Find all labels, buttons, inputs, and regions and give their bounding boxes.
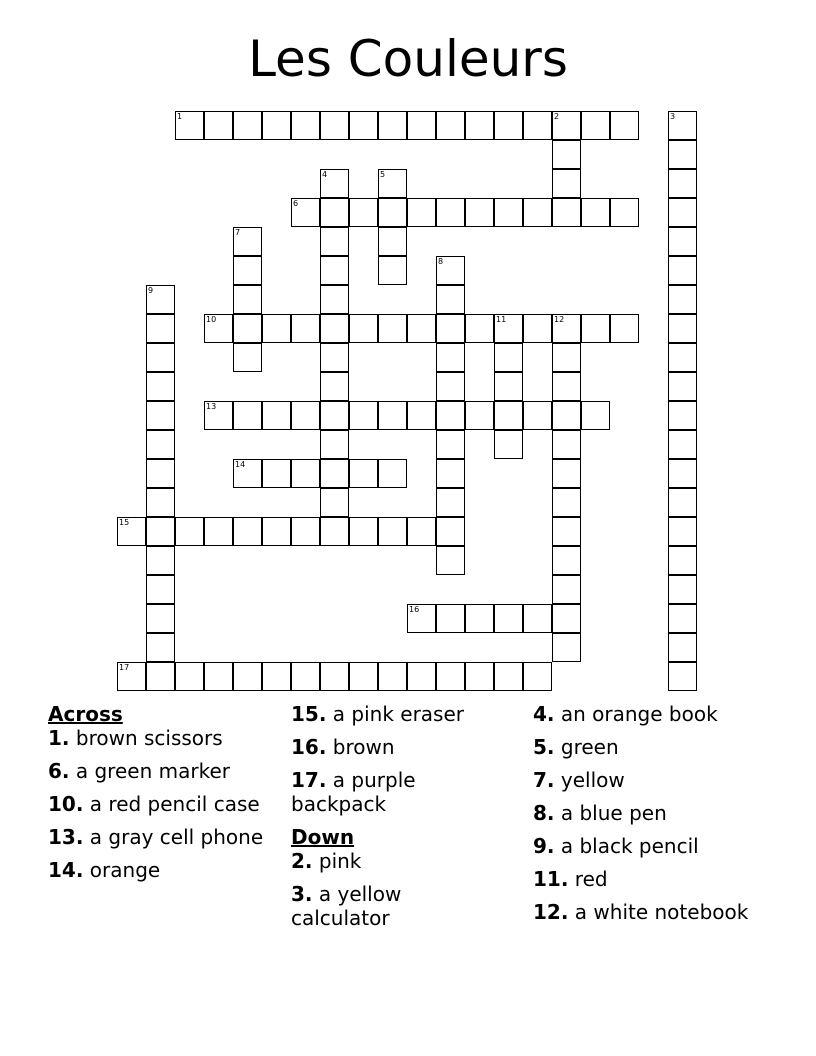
grid-cell[interactable] xyxy=(668,633,697,662)
grid-cell[interactable] xyxy=(146,604,175,633)
grid-cell[interactable] xyxy=(291,459,320,488)
grid-cell[interactable] xyxy=(233,517,262,546)
grid-cell[interactable] xyxy=(378,227,407,256)
grid-cell[interactable] xyxy=(262,662,291,691)
grid-cell[interactable] xyxy=(668,546,697,575)
grid-cell[interactable] xyxy=(204,314,233,343)
grid-cell[interactable] xyxy=(291,662,320,691)
grid-cell[interactable] xyxy=(436,401,465,430)
grid-cell[interactable] xyxy=(320,111,349,140)
grid-cell[interactable] xyxy=(320,459,349,488)
grid-cell[interactable] xyxy=(494,401,523,430)
across-heading: Across xyxy=(48,702,123,726)
clue-down-3: 3. a yellow calculator xyxy=(291,882,402,930)
grid-cell[interactable] xyxy=(436,488,465,517)
grid-cell[interactable] xyxy=(146,430,175,459)
clue-across-14: 14. orange xyxy=(48,858,161,882)
grid-cell[interactable] xyxy=(668,314,697,343)
grid-cell[interactable] xyxy=(436,546,465,575)
clue-across-13: 13. a gray cell phone xyxy=(48,825,264,849)
grid-cell[interactable] xyxy=(436,343,465,372)
grid-cell[interactable] xyxy=(378,198,407,227)
grid-cell[interactable] xyxy=(523,662,552,691)
grid-cell[interactable] xyxy=(320,343,349,372)
grid-cell[interactable] xyxy=(668,111,697,140)
clues-col-1 xyxy=(48,700,268,891)
grid-cell[interactable] xyxy=(320,169,349,198)
grid-cell[interactable] xyxy=(610,314,639,343)
grid-cell[interactable] xyxy=(320,256,349,285)
grid-cell[interactable] xyxy=(494,343,523,372)
grid-cell[interactable] xyxy=(378,517,407,546)
grid-cell[interactable] xyxy=(523,111,552,140)
down-heading: Down xyxy=(291,825,355,849)
grid-cell[interactable] xyxy=(436,372,465,401)
grid-cell[interactable] xyxy=(552,430,581,459)
grid-cell[interactable] xyxy=(552,343,581,372)
clue-across-17: 17. a purple backpack xyxy=(291,768,416,816)
clues-col-2 xyxy=(291,702,491,939)
grid-cell[interactable] xyxy=(436,314,465,343)
grid-cell[interactable] xyxy=(436,517,465,546)
cell-number: 13 xyxy=(206,402,217,411)
grid-cell[interactable] xyxy=(262,459,291,488)
grid-cell[interactable] xyxy=(262,517,291,546)
grid-cell[interactable] xyxy=(146,546,175,575)
grid-cell[interactable] xyxy=(552,198,581,227)
cell-number: 15 xyxy=(119,518,130,527)
grid-cell[interactable] xyxy=(465,662,494,691)
grid-cell[interactable] xyxy=(552,314,581,343)
grid-cell[interactable] xyxy=(668,488,697,517)
grid-cell[interactable] xyxy=(233,111,262,140)
grid-cell[interactable] xyxy=(465,401,494,430)
grid-cell[interactable] xyxy=(146,343,175,372)
grid-cell[interactable] xyxy=(378,401,407,430)
grid-cell[interactable] xyxy=(436,662,465,691)
grid-cell[interactable] xyxy=(668,575,697,604)
grid-cell[interactable] xyxy=(146,372,175,401)
grid-cell[interactable] xyxy=(204,517,233,546)
cell-number: 17 xyxy=(119,663,130,672)
grid-cell[interactable] xyxy=(378,256,407,285)
grid-cell[interactable] xyxy=(494,372,523,401)
grid-cell[interactable] xyxy=(465,314,494,343)
page-title: Les Couleurs xyxy=(248,30,568,88)
grid-cell[interactable] xyxy=(291,314,320,343)
clue-across-10: 10. a red pencil case xyxy=(48,792,260,816)
grid-cell[interactable] xyxy=(320,227,349,256)
grid-cell[interactable] xyxy=(320,401,349,430)
grid-cell[interactable] xyxy=(349,198,378,227)
grid-cell[interactable] xyxy=(407,662,436,691)
grid-cell[interactable] xyxy=(291,111,320,140)
grid-cell[interactable] xyxy=(552,604,581,633)
clue-down-5: 5. green xyxy=(533,735,619,759)
clue-across-15: 15. a pink eraser xyxy=(291,702,465,726)
grid-cell[interactable] xyxy=(552,517,581,546)
grid-cell[interactable] xyxy=(668,256,697,285)
grid-cell[interactable] xyxy=(436,198,465,227)
grid-cell[interactable] xyxy=(668,169,697,198)
grid-cell[interactable] xyxy=(668,227,697,256)
grid-cell[interactable] xyxy=(291,401,320,430)
cell-number: 3 xyxy=(670,112,676,121)
grid-cell[interactable] xyxy=(146,285,175,314)
grid-cell[interactable] xyxy=(436,604,465,633)
cell-number: 11 xyxy=(496,315,507,324)
grid-cell[interactable] xyxy=(494,198,523,227)
grid-cell[interactable] xyxy=(320,372,349,401)
grid-cell[interactable] xyxy=(552,169,581,198)
grid-cell[interactable] xyxy=(407,517,436,546)
grid-cell[interactable] xyxy=(146,459,175,488)
grid-cell[interactable] xyxy=(320,430,349,459)
clue-down-4: 4. an orange book xyxy=(533,702,718,726)
grid-cell[interactable] xyxy=(146,314,175,343)
grid-cell[interactable] xyxy=(146,488,175,517)
cell-number: 7 xyxy=(235,228,241,237)
grid-cell[interactable] xyxy=(349,111,378,140)
grid-cell[interactable] xyxy=(407,198,436,227)
grid-cell[interactable] xyxy=(349,662,378,691)
grid-cell[interactable] xyxy=(233,401,262,430)
grid-cell[interactable] xyxy=(262,111,291,140)
grid-cell[interactable] xyxy=(668,517,697,546)
cell-number: 4 xyxy=(322,170,328,179)
cell-number: 9 xyxy=(148,286,154,295)
grid-cell[interactable] xyxy=(146,662,175,691)
grid-cell[interactable] xyxy=(668,285,697,314)
grid-cell[interactable] xyxy=(436,111,465,140)
grid-cell[interactable] xyxy=(204,401,233,430)
grid-cell[interactable] xyxy=(523,198,552,227)
grid-cell[interactable] xyxy=(320,314,349,343)
clue-down-2: 2. pink xyxy=(291,849,362,873)
grid-cell[interactable] xyxy=(523,401,552,430)
grid-cell[interactable] xyxy=(146,401,175,430)
grid-cell[interactable] xyxy=(436,256,465,285)
grid-cell[interactable] xyxy=(378,459,407,488)
grid-cell[interactable] xyxy=(494,111,523,140)
grid-cell[interactable] xyxy=(494,430,523,459)
clue-across-16: 16. brown xyxy=(291,735,395,759)
grid-cell[interactable] xyxy=(552,488,581,517)
grid-cell[interactable] xyxy=(668,198,697,227)
cell-number: 8 xyxy=(438,257,444,266)
cell-number: 2 xyxy=(554,112,560,121)
grid-cell[interactable] xyxy=(204,662,233,691)
grid-cell[interactable] xyxy=(349,314,378,343)
grid-cell[interactable] xyxy=(494,662,523,691)
grid-cell[interactable] xyxy=(581,198,610,227)
grid-cell[interactable] xyxy=(233,343,262,372)
grid-cell[interactable] xyxy=(668,662,697,691)
cell-number: 5 xyxy=(380,170,386,179)
grid-cell[interactable] xyxy=(668,401,697,430)
grid-cell[interactable] xyxy=(465,198,494,227)
grid-cell[interactable] xyxy=(552,546,581,575)
grid-cell[interactable] xyxy=(581,314,610,343)
grid-cell[interactable] xyxy=(320,488,349,517)
grid-cell[interactable] xyxy=(436,430,465,459)
clue-down-7: 7. yellow xyxy=(533,768,625,792)
grid-cell[interactable] xyxy=(552,633,581,662)
cell-number: 14 xyxy=(235,460,246,469)
grid-cell[interactable] xyxy=(668,343,697,372)
grid-cell[interactable] xyxy=(552,140,581,169)
cell-number: 16 xyxy=(409,605,420,614)
grid-cell[interactable] xyxy=(349,459,378,488)
grid-cell[interactable] xyxy=(552,459,581,488)
cell-number: 6 xyxy=(293,199,299,208)
grid-cell[interactable] xyxy=(291,517,320,546)
grid-cell[interactable] xyxy=(494,604,523,633)
grid-cell[interactable] xyxy=(291,198,320,227)
grid-cell[interactable] xyxy=(233,662,262,691)
grid-cell[interactable] xyxy=(175,662,204,691)
grid-cell[interactable] xyxy=(117,662,146,691)
grid-cell[interactable] xyxy=(320,662,349,691)
grid-cell[interactable] xyxy=(552,575,581,604)
grid-cell[interactable] xyxy=(204,111,233,140)
grid-cell[interactable] xyxy=(581,401,610,430)
grid-cell[interactable] xyxy=(407,401,436,430)
cell-number: 10 xyxy=(206,315,217,324)
clues-col-3 xyxy=(533,702,773,933)
grid-cell[interactable] xyxy=(407,604,436,633)
clue-down-9: 9. a black pencil xyxy=(533,834,699,858)
clue-across-6: 6. a green marker xyxy=(48,759,230,783)
grid-cell[interactable] xyxy=(233,256,262,285)
grid-cell[interactable] xyxy=(668,604,697,633)
grid-cell[interactable] xyxy=(146,575,175,604)
grid-cell[interactable] xyxy=(320,198,349,227)
grid-cell[interactable] xyxy=(378,111,407,140)
clue-across-1: 1. brown scissors xyxy=(48,726,223,750)
grid-cell[interactable] xyxy=(465,111,494,140)
grid-cell[interactable] xyxy=(378,314,407,343)
grid-cell[interactable] xyxy=(610,198,639,227)
grid-cell[interactable] xyxy=(668,140,697,169)
grid-cell[interactable] xyxy=(146,517,175,546)
grid-cell[interactable] xyxy=(436,459,465,488)
grid-cell[interactable] xyxy=(320,517,349,546)
grid-cell[interactable] xyxy=(233,459,262,488)
grid-cell[interactable] xyxy=(552,372,581,401)
cell-number: 12 xyxy=(554,315,565,324)
grid-cell[interactable] xyxy=(494,314,523,343)
grid-cell[interactable] xyxy=(175,111,204,140)
grid-cell[interactable] xyxy=(668,459,697,488)
grid-cell[interactable] xyxy=(378,169,407,198)
grid-cell[interactable] xyxy=(233,314,262,343)
grid-cell[interactable] xyxy=(407,111,436,140)
grid-cell[interactable] xyxy=(610,111,639,140)
grid-cell[interactable] xyxy=(146,633,175,662)
grid-cell[interactable] xyxy=(233,227,262,256)
grid-cell[interactable] xyxy=(320,285,349,314)
grid-cell[interactable] xyxy=(262,401,291,430)
grid-cell[interactable] xyxy=(668,372,697,401)
grid-cell[interactable] xyxy=(175,517,204,546)
grid-cell[interactable] xyxy=(668,430,697,459)
grid-cell[interactable] xyxy=(349,517,378,546)
grid-cell[interactable] xyxy=(407,314,436,343)
cell-number: 1 xyxy=(177,112,183,121)
grid-cell[interactable] xyxy=(465,604,494,633)
grid-cell[interactable] xyxy=(378,662,407,691)
grid-cell[interactable] xyxy=(523,604,552,633)
grid-cell[interactable] xyxy=(581,111,610,140)
clue-down-8: 8. a blue pen xyxy=(533,801,667,825)
grid-cell[interactable] xyxy=(262,314,291,343)
grid-cell[interactable] xyxy=(349,401,378,430)
grid-cell[interactable] xyxy=(436,285,465,314)
grid-cell[interactable] xyxy=(233,285,262,314)
clue-down-11: 11. red xyxy=(533,867,608,891)
grid-cell[interactable] xyxy=(117,517,146,546)
grid-cell[interactable] xyxy=(552,111,581,140)
grid-cell[interactable] xyxy=(523,314,552,343)
clue-down-12: 12. a white notebook xyxy=(533,900,749,924)
grid-cell[interactable] xyxy=(552,401,581,430)
